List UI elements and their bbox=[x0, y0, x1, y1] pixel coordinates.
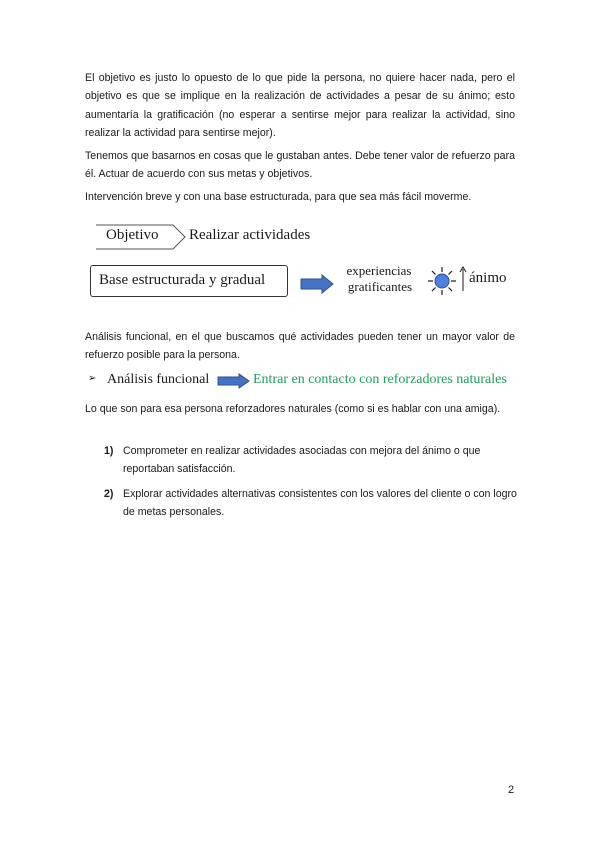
animo-label: ánimo bbox=[469, 270, 507, 286]
objective-label: Objetivo bbox=[106, 227, 159, 243]
list-item: Explorar actividades alternativas consistentes con los valores del cliente o con logro de metas personales. bbox=[123, 488, 517, 519]
page-number: 2 bbox=[508, 784, 515, 796]
blue-arrow-icon bbox=[217, 373, 250, 389]
bullet-icon: ➢ bbox=[88, 373, 97, 384]
list-item: Comprometer en realizar actividades asociadas con mejora del ánimo o que reportaban satisfacción. bbox=[123, 445, 481, 476]
base-label: Base estructurada y gradual bbox=[99, 272, 266, 288]
gratificantes-label: gratificantes bbox=[347, 279, 413, 294]
list-number: 2) bbox=[104, 488, 114, 500]
target-label: Realizar actividades bbox=[189, 227, 311, 243]
paragraph-reforzadores: Lo que son para esa persona reforzadores naturales (como si es hablar con una amiga). bbox=[85, 403, 501, 415]
paragraph-objective: El objetivo es justo lo opuesto de lo que pide la persona, no quiere hacer nada, pero el objetivo es que se implique en la realización de actividades a pesar de su ánimo; esto aumentaría la gratificación (no esperar a sentirse mejor para realizar la actividad, sino realizar la actividad para sentirse mejor). bbox=[85, 72, 515, 139]
sun-icon bbox=[427, 266, 457, 296]
list-number: 1) bbox=[104, 445, 114, 457]
blue-arrow-icon bbox=[300, 274, 334, 294]
paragraph-refuerzo: Tenemos que basarnos en cosas que le gustaban antes. Debe tener valor de refuerzo para él. Actuar de acuerdo con sus metas y objetivos. bbox=[85, 150, 515, 181]
up-arrow-icon bbox=[459, 266, 467, 292]
reforzadores-label: Entrar en contacto con reforzadores naturales bbox=[253, 372, 507, 387]
analisis-label: Análisis funcional bbox=[107, 372, 210, 387]
paragraph-analisis: Análisis funcional, en el que buscamos qué actividades pueden tener un mayor valor de refuerzo posible para la persona. bbox=[85, 331, 515, 362]
paragraph-intervencion: Intervención breve y con una base estructurada, para que sea más fácil moverme. bbox=[85, 191, 472, 203]
experiencias-label: experiencias bbox=[346, 263, 412, 278]
